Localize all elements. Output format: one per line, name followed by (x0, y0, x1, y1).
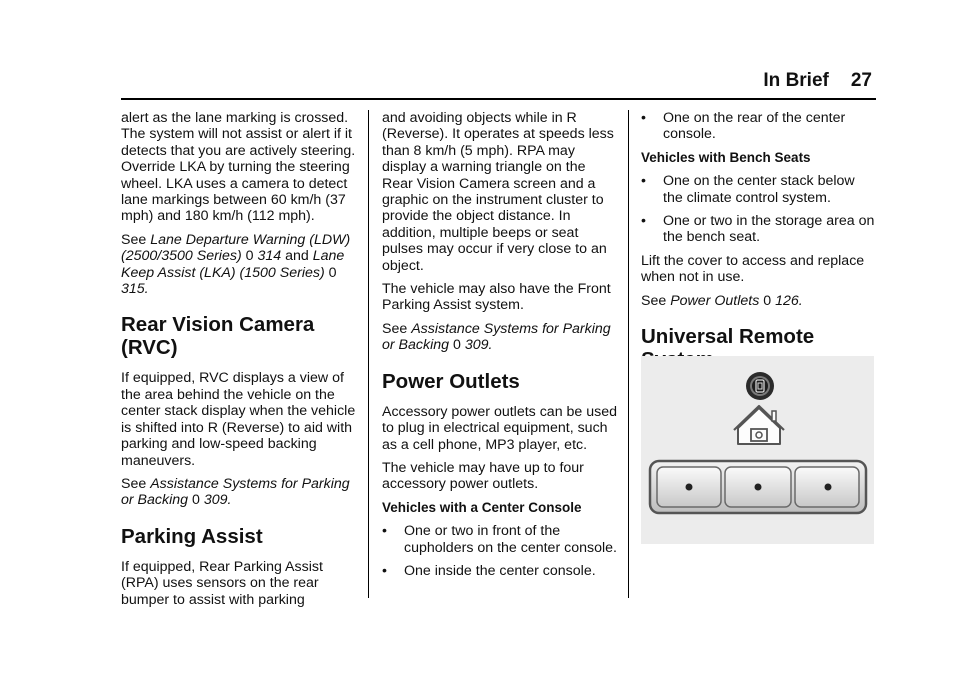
column-divider-1 (368, 110, 369, 598)
universal-remote-illustration (641, 356, 874, 544)
see-label: See (121, 475, 147, 492)
bullet-icon: • (641, 173, 646, 190)
see-reference-rvc (121, 476, 357, 509)
lka-link[interactable]: Lane Keep Assist (LKA) (1500 Series) (121, 248, 345, 281)
ldw-link[interactable]: Lane Departure Warning (LDW) (2500/3500 Series) (121, 231, 351, 265)
remote-button-2[interactable] (725, 467, 791, 507)
column-3 (641, 110, 877, 382)
outlet-count-paragraph: The vehicle may have up to four accessory power outlets. (382, 459, 584, 493)
bullet-icon: • (641, 110, 646, 126)
remote-button-3[interactable] (795, 467, 859, 507)
list-item (382, 563, 618, 579)
power-outlets-heading: Power Outlets (382, 369, 520, 393)
bench-seats-subheading: Vehicles with Bench Seats (641, 149, 811, 165)
power-outlets-link[interactable]: Power Outlets (670, 292, 760, 309)
see-label: See (121, 231, 147, 248)
universal-remote-svg (641, 356, 874, 544)
section-title: In Brief (763, 70, 829, 91)
assistance-page-link[interactable]: 309. (203, 492, 232, 509)
list-item-text: One on the center stack below the climate control system. (663, 173, 855, 206)
page-number: 27 (850, 70, 872, 91)
see-label: See (641, 292, 667, 309)
column-divider-2 (628, 110, 629, 598)
front-parking-paragraph: The vehicle may also have the Front Parking Assist system. (382, 281, 611, 314)
center-console-list-continued (641, 110, 877, 143)
center-console-subheading: Vehicles with a Center Console (382, 499, 582, 515)
parking-assist-paragraph: If equipped, Rear Parking Assist (RPA) uses sensors on the rear bumper to assist with parking (121, 558, 323, 608)
page-ref-icon: 0 (191, 492, 200, 509)
column-1 (121, 110, 357, 615)
power-outlets-page-link[interactable]: 126. (775, 292, 803, 309)
assistance-systems-link[interactable]: Assistance Systems for Parking or Backing (121, 475, 350, 509)
lka-paragraph: alert as the lane marking is crossed. The system will not assist or alert if it detects that you are actively steering. Override LKA by turning the steering wheel. LKA uses a camera to detect lane markings between 60 km/h (37 mph) and 180 km/h (112 mph). (121, 110, 356, 225)
bullet-icon: • (382, 523, 387, 540)
list-item (641, 213, 877, 246)
page-ref-icon: 0 (328, 264, 337, 281)
rvc-heading: Rear Vision Camera (RVC) (121, 313, 315, 360)
remote-button-1[interactable] (657, 467, 721, 507)
list-item (641, 173, 877, 206)
cover-paragraph: Lift the cover to access and replace when not in use. (641, 252, 865, 286)
bench-seats-list (641, 173, 877, 246)
garage-home-icon (734, 406, 784, 444)
lka-page-link[interactable]: 315. (121, 281, 149, 298)
power-outlets-paragraph: Accessory power outlets can be used to plug in electrical equipment, such as a cell phone, MP3 player, etc. (382, 403, 618, 453)
bullet-icon: • (382, 562, 387, 579)
assistance-systems-link[interactable]: Assistance Systems for Parking or Backing (382, 320, 611, 354)
list-item-text: One on the rear of the center console. (663, 110, 846, 143)
and-label: and (285, 248, 309, 265)
see-reference-outlets (641, 293, 877, 309)
universal-remote-heading: Universal Remote (641, 325, 815, 349)
assistance-page-link[interactable]: 309. (464, 337, 493, 354)
column-2 (382, 110, 618, 586)
page-header (763, 70, 872, 92)
center-console-list (382, 523, 618, 579)
rpa-paragraph: and avoiding objects while in R (Reverse). It operates at speeds less than 8 km/h (5 mph). RPA may display a warning triangle on the Rear Vision Camera screen and a graphic on the instrument cluster to provide the object distance. In addition, multiple beeps or seat pulses may occur if very close to an object. (382, 110, 614, 274)
list-item (382, 523, 618, 556)
list-item (641, 110, 877, 143)
page-ref-icon: 0 (763, 292, 772, 309)
page-ref-icon: 0 (452, 337, 461, 354)
bullet-icon: • (641, 213, 646, 230)
parking-assist-heading: Parking Assist (121, 524, 263, 548)
see-label: See (382, 320, 408, 337)
indicator-light-icon (746, 372, 774, 400)
header-rule (121, 98, 876, 100)
ldw-page-link[interactable]: 314 (257, 248, 282, 265)
see-reference-lka (121, 232, 357, 298)
list-item-text: One or two in the storage area on the bench seat. (663, 213, 875, 246)
rvc-paragraph: If equipped, RVC displays a view of the area behind the vehicle on the center stack display when the vehicle is shifted into R (Reverse) to aid with parking and low-speed backing maneuvers. (121, 370, 356, 469)
list-item-text: One inside the center console. (404, 562, 596, 579)
see-reference-parking (382, 321, 618, 354)
list-item-text: One or two in front of the cupholders on the center console. (404, 523, 617, 556)
page-ref-icon: 0 (245, 248, 254, 265)
